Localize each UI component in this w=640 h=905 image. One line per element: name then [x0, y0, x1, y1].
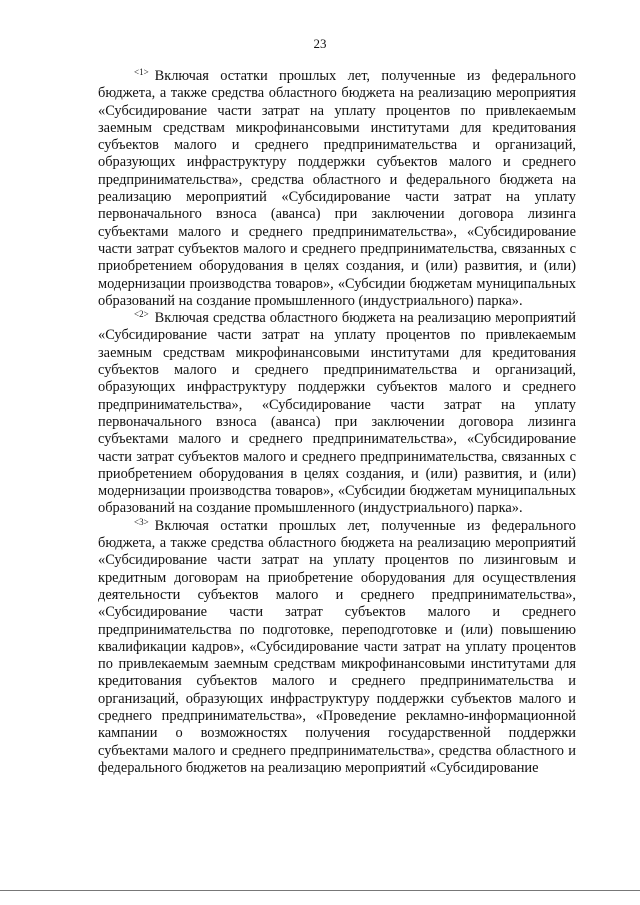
footnote-marker-1: <1> [134, 67, 149, 77]
page-number: 23 [313, 36, 327, 51]
footnote-text-2: Включая средства областного бюджета на реализацию мероприятий «Субсидирование части затрат на уплату процентов по привлекаемым заемным средствам микрофинансовыми институтами для кредитования субъектов малого и среднего предпринимательства и организаций, образующих инфраструктуру поддержки субъектов малого и среднего предпринимательства», «Субсидирование части затрат на уплату первоначального взноса (аванса) при заключении договора лизинга субъектами малого и среднего предпринимательства», «Субсидирование части затрат субъектов малого и среднего предпринимательства, связанных с приобретением оборудования в целях создания, и (или) развития, и (или) модернизации производства товаров», «Субсидии бюджетам муниципальных образований на создание промышленного (индустриального) парка». [98, 310, 576, 517]
footnote-marker-2: <2> [134, 309, 149, 320]
footnote-1 [98, 68, 576, 310]
footnote-3 [98, 518, 576, 777]
footnote-text-3: Включая остатки прошлых лет, полученные из федерального бюджета, а также средства областного бюджета на реализацию мероприятий «Субсидирование части затрат на уплату процентов по лизинговым и кредитным договорам на приобретение оборудования для осуществления деятельности субъектов малого и среднего предпринимательства», «Субсидирование части затрат субъектов малого и среднего предпринимательства по подготовке, переподготовке и (или) повышению квалификации кадров», «Субсидирование части затрат на уплату процентов по привлекаемым заемным средствам микрофинансовыми институтами для кредитования субъектов малого и среднего предпринимательства и организаций, образующих инфраструктуру поддержки субъектов малого и среднего предпринимательства», «Проведение рекламно-информационной кампании о возможностях получения государственной поддержки субъектами малого и среднего предпринимательства», средства областного и федерального бюджетов на реализацию мероприятий «Субсидирование [98, 517, 576, 776]
footnote-marker-3: <3> [134, 516, 149, 527]
footnotes-section [98, 68, 576, 777]
page-bottom-divider [0, 890, 640, 891]
footnote-text-1: Включая остатки прошлых лет, полученные из федерального бюджета, а также средства областного бюджета на реализацию мероприятия «Субсидирование части затрат на уплату процентов по привлекаемым заемным средствам микрофинансовыми институтами для кредитования субъектов малого и среднего предпринимательства и организаций, образующих инфраструктуру поддержки субъектов малого и среднего предпринимательства», средства областного и федерального бюджета на реализацию мероприятий «Субсидирование части затрат на уплату первоначального взноса (аванса) при заключении договора лизинга субъектами малого и среднего предпринимательства», «Субсидирование части затрат субъектов малого и среднего предпринимательства, связанных с приобретением оборудования в целях создания, и (или) развития, и (или) модернизации производства товаров», «Субсидии бюджетам муниципальных образований на создание промышленного (индустриального) парка». [98, 68, 576, 309]
footnote-2 [98, 310, 576, 518]
